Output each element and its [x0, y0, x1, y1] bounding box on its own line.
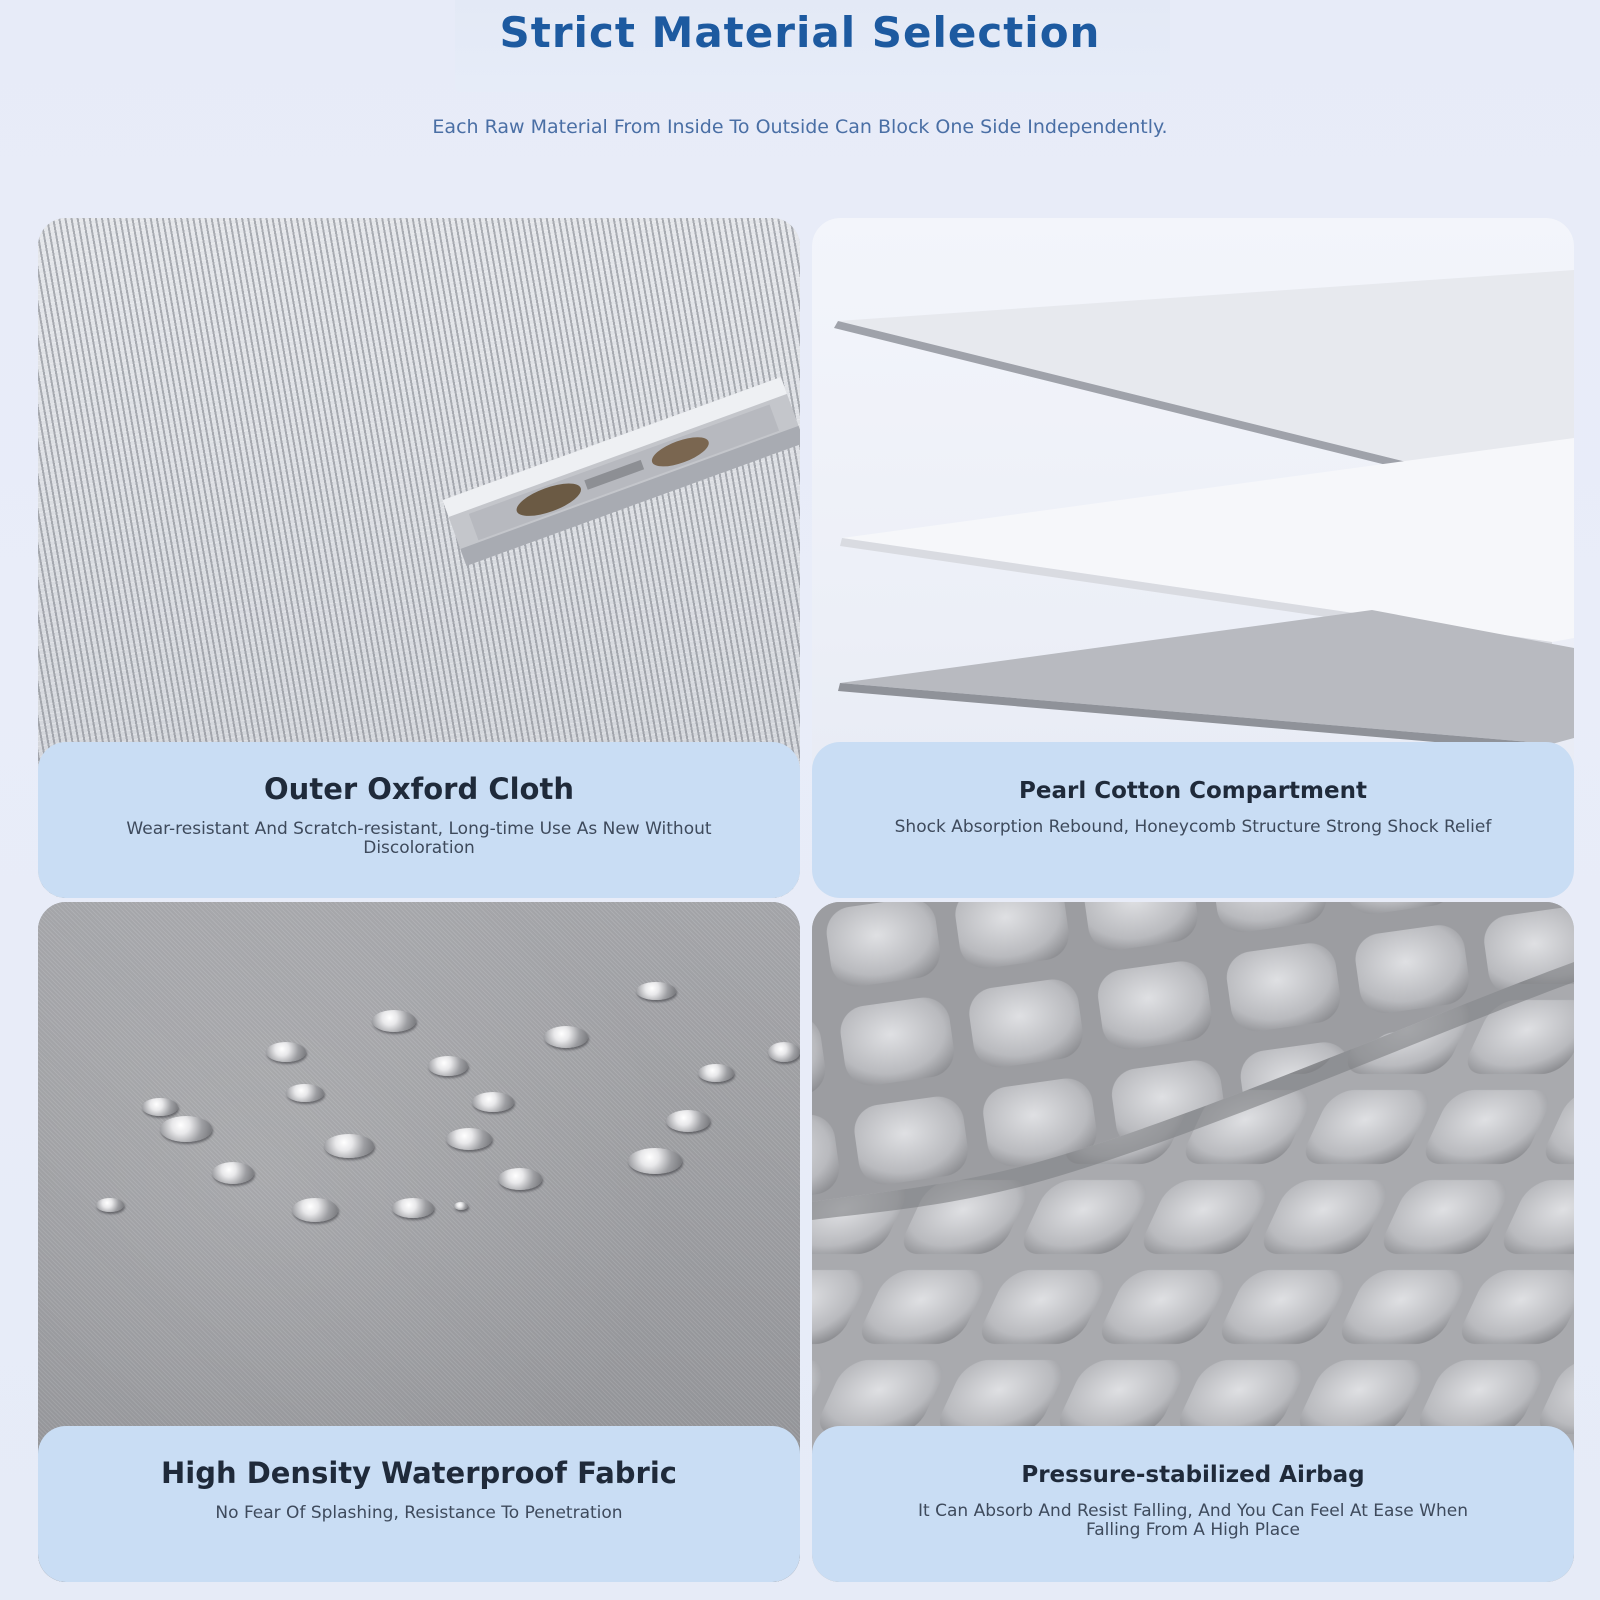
- material-card-oxford: [38, 218, 800, 898]
- water-droplet: [428, 1056, 468, 1076]
- water-droplet: [392, 1198, 434, 1218]
- caption-panel: [38, 742, 800, 898]
- water-droplet: [142, 1098, 178, 1116]
- water-droplet: [472, 1092, 514, 1112]
- caption-panel: [812, 742, 1574, 898]
- water-droplet: [544, 1026, 588, 1048]
- water-droplet: [160, 1116, 212, 1142]
- water-droplet: [698, 1064, 734, 1082]
- water-droplet: [768, 1042, 800, 1062]
- card-description: No Fear Of Splashing, Resistance To Penetration: [215, 1503, 623, 1523]
- card-description: Shock Absorption Rebound, Honeycomb Structure Strong Shock Relief: [894, 817, 1492, 837]
- water-droplet: [324, 1134, 374, 1158]
- water-droplet: [266, 1042, 306, 1062]
- page-title: Strict Material Selection: [499, 8, 1101, 57]
- card-title: High Density Waterproof Fabric: [160, 1456, 677, 1490]
- water-droplet: [96, 1198, 124, 1212]
- water-droplet: [292, 1198, 338, 1222]
- water-droplet: [636, 982, 676, 1000]
- material-card-waterproof: [38, 902, 800, 1582]
- water-droplet: [212, 1162, 254, 1184]
- caption-panel: [812, 1426, 1574, 1582]
- material-card-pearl-cotton: [812, 218, 1574, 898]
- card-title: Pressure-stabilized Airbag: [1021, 1462, 1365, 1488]
- page-subtitle: Each Raw Material From Inside To Outside Can Block One Side Independently.: [432, 116, 1168, 138]
- water-droplet: [666, 1110, 710, 1132]
- water-droplet: [286, 1084, 324, 1102]
- water-droplet: [446, 1128, 492, 1150]
- card-title: Outer Oxford Cloth: [264, 772, 574, 806]
- water-droplet: [628, 1148, 682, 1174]
- card-description: Wear-resistant And Scratch-resistant, Long-time Use As New Without Discoloration: [126, 819, 712, 858]
- water-droplet: [498, 1168, 542, 1190]
- card-title: Pearl Cotton Compartment: [1019, 778, 1367, 804]
- material-card-airbag: [812, 902, 1574, 1582]
- water-droplet: [454, 1202, 468, 1210]
- card-description: It Can Absorb And Resist Falling, And You Can Feel At Ease When Falling From A High Place: [918, 1501, 1468, 1540]
- caption-panel: [38, 1426, 800, 1582]
- water-droplet: [372, 1010, 416, 1032]
